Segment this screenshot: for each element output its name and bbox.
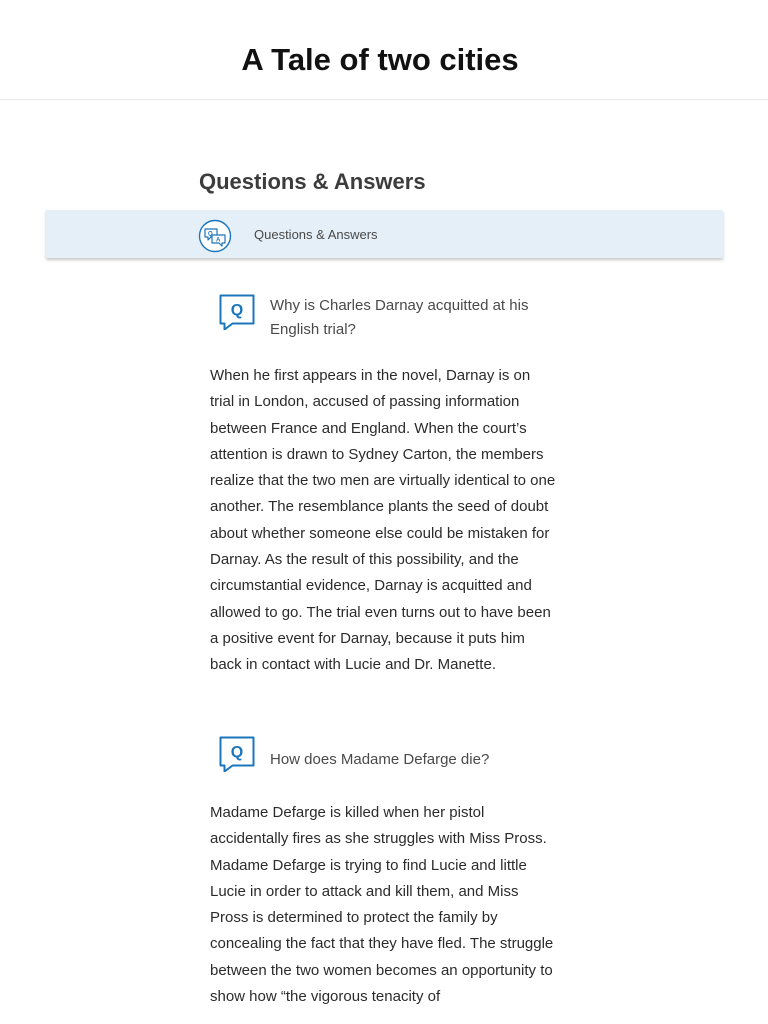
qa-section-bar[interactable] [46,210,723,258]
page-title: A Tale of two cities [241,42,519,77]
question-icon [219,294,255,330]
svg-text:Q: Q [208,231,213,238]
question-text: How does Madame Defarge die? [270,751,490,768]
answer-text: Madame Defarge is killed when her pistol accidentally fires as she struggles with Miss Pross. Madame Defarge is trying to find Lucie and little Lucie in order to attack and kill them, and Miss Pross is determined to protect the family by concealing the fact that they have fled. The struggle between the two women becomes an opportunity to show how “the vigorous tenacity of [210,804,554,1006]
question-icon-letter: Q [230,744,244,761]
answer-text: When he first appears in the novel, Darnay is on trial in London, accused of passing information between France and England. When the court’s attention is drawn to Sydney Carton, the members realize that the two men are virtually identical to one another. The resemblance plants the seed of doubt about whether someone else could be mistaken for Darnay. As the result of this possibility, and the circumstantial evidence, Darnay is acquitted and allowed to go. The trial even turns out to have been a positive event for Darnay, because it puts him back in contact with Lucie and Dr. Manette. [210,367,556,674]
question-icon-letter: Q [230,302,244,319]
section-heading: Questions & Answers [199,169,426,194]
question-icon [219,736,255,772]
svg-text:A: A [216,237,221,244]
page-header [0,0,768,100]
question-text: Why is Charles Darnay acquitted at his English trial? [270,297,529,338]
qa-bar-label: Questions & Answers [254,227,378,242]
chat-bubbles-icon [198,219,232,253]
